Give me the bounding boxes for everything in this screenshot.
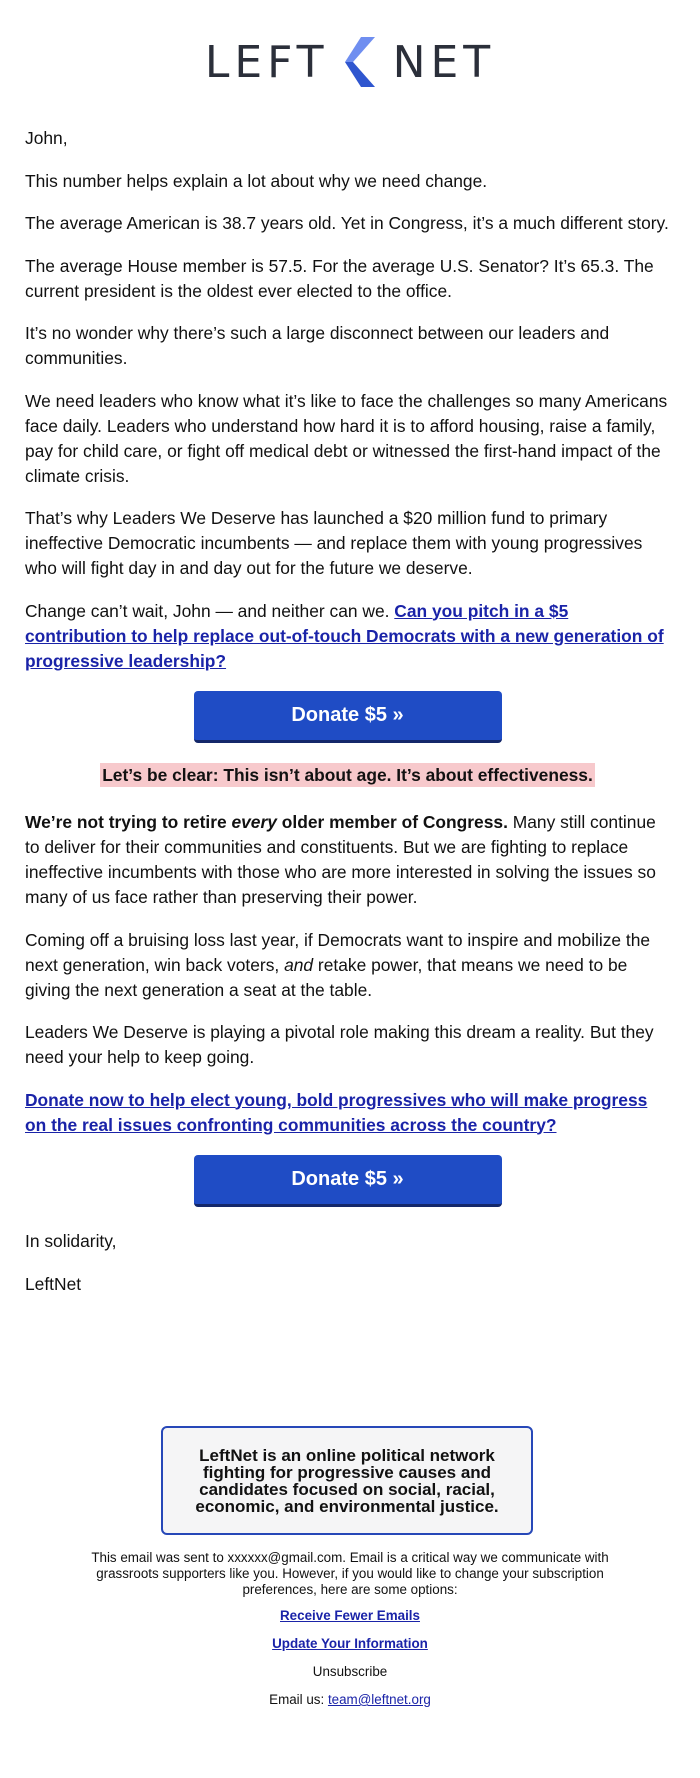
bold-text: We’re not trying to retire every older member of Congress. [25,812,508,832]
logo-left-text: LEFT [204,36,329,88]
donate-button[interactable]: Donate $5 » [194,1155,502,1207]
paragraph: Coming off a bruising loss last year, if Democrats want to inspire and mobilize the next generation, win back voters, and retake power, that means we need to be giving the next generation a seat at the table. [25,929,651,1000]
email-us-row [0,1692,700,1707]
chevron-left-icon [337,37,377,87]
unsubscribe-link[interactable]: Unsubscribe [312,1664,388,1679]
highlighted-statement: Let’s be clear: This isn’t about age. It’s about effectiveness. [102,765,593,785]
update-information-link[interactable]: Update Your Information [272,1636,428,1651]
donate-button-row [25,1155,670,1207]
signature: LeftNet [25,1273,82,1294]
contribution-link[interactable]: Can you pitch in a $5 contribution to help replace out-of-touch Democrats with a new generation of progressive leadership? [25,600,664,671]
paragraph: The average American is 38.7 years old. Yet in Congress, it’s a much different story. [25,213,669,233]
leftnet-logo [0,36,700,88]
email-us-label: Email us: [269,1692,328,1707]
about-text: LeftNet is an online political network fighting for progressive causes and candidates focused on social, racial, economic, and environmental justice. [195,1445,499,1516]
about-box [161,1426,533,1535]
email-body [25,126,670,1314]
donate-button-row [25,691,670,743]
paragraph: This number helps explain a lot about why we need change. [25,170,488,191]
paragraph-text: Change can’t wait, John — and neither can we. [25,600,395,621]
footer-link-row [0,1608,700,1623]
donate-now-link[interactable]: Donate now to help elect young, bold progressives who will make progress on the real issues confronting communities across the country? [25,1089,648,1135]
donate-button[interactable]: Donate $5 » [194,691,502,743]
contact-email-link[interactable]: team@leftnet.org [327,1692,431,1707]
paragraph: The average House member is 57.5. For the average U.S. Senator? It’s 65.3. The current president is the oldest ever elected to the office. [25,255,654,301]
footer-link-row [0,1636,700,1651]
footer-notice: This email was sent to xxxxxx@gmail.com. Email is a critical way we communicate with grassroots supporters like you. However, if you would like to change your subscription preferences, here are some options: [91,1550,609,1597]
paragraph: Leaders We Deserve is playing a pivotal role making this dream a reality. But they need your help to keep going. [25,1022,654,1067]
greeting: John, [25,128,68,148]
paragraph-with-link [25,599,670,674]
signoff: In solidarity, [25,1231,117,1251]
paragraph: It’s no wonder why there’s such a large disconnect between our leaders and communities. [25,323,610,368]
paragraph: That’s why Leaders We Deserve has launched a $20 million fund to primary ineffective Democratic incumbents — and replace them with young progressives who will fight day in and day out for the future we deserve. [25,508,643,578]
paragraph-with-link [25,1088,670,1138]
paragraph [25,810,670,910]
paragraph-text: Many still continue to deliver for their communities and constituents. But we are fighting to replace ineffective incumbents with those who are more interested in solving the issues so many of us face rather than preserving their power. [25,812,656,907]
receive-fewer-emails-link[interactable]: Receive Fewer Emails [280,1608,420,1623]
paragraph: We need leaders who know what it’s like to face the challenges so many Americans face daily. Leaders who understand how hard it is to afford housing, raise a family, pay for child care, or fight off medical debt or witnessed the first-hand impact of the climate crisis. [25,390,668,486]
highlight-line [25,763,670,788]
logo-right-text: NET [392,36,496,88]
